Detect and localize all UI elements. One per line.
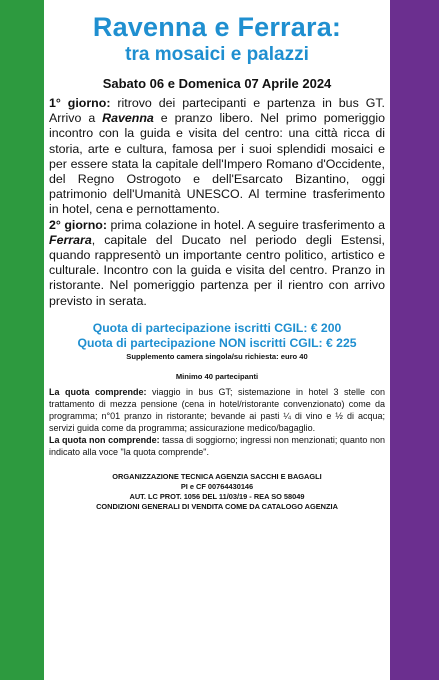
agency-line-4: CONDIZIONI GENERALI DI VENDITA COME DA CATALOGO AGENZIA xyxy=(96,501,338,511)
includes-label: La quota comprende: xyxy=(49,386,147,397)
includes-text: viaggio in bus GT; sistemazione in hotel 3 stelle con trattamento di mezza pensione (cena in hotel/ristorante convenzionato) come da programma; n°01 pranzo in ristorante; bevande ai pasti ¼ di vino e ½ di acqua; servizi guida come da programma; assicurazione medico/bagaglio. xyxy=(49,386,385,433)
page-subtitle: tra mosaici e palazzi xyxy=(125,44,309,65)
single-room-supplement: Supplemento camera singola/su richiesta: euro 40 xyxy=(126,351,308,361)
agency-line-2: PI e CF 00764430146 xyxy=(180,481,254,491)
itinerary-day-2 xyxy=(49,218,385,309)
terms xyxy=(49,386,385,458)
excludes-text: tassa di soggiorno; ingressi non menzionati; quanto non indicato alla voce "la quota comprende". xyxy=(49,434,385,457)
flyer-panel xyxy=(49,0,385,680)
price-members: Quota di partecipazione iscritti CGIL: € 200 xyxy=(92,320,342,335)
price-non-members: Quota di partecipazione NON iscritti CGIL: € 225 xyxy=(77,335,357,350)
day-1-text-a: ritrovo dei partecipanti e partenza in bus GT. Arrivo a xyxy=(49,96,385,126)
trip-dates: Sabato 06 e Domenica 07 Aprile 2024 xyxy=(102,76,332,91)
day-1-label: 1° giorno: xyxy=(49,96,111,110)
day-2-city: Ferrara xyxy=(49,232,92,247)
day-1-city: Ravenna xyxy=(102,111,154,126)
day-2-text-b: , capitale del Ducato nel periodo degli Estensi, quando rappresentò un importante centro politico, artistico e culturale. Incontro con la guida e visita del centro. Pranzo in ristorante. Nel pomeriggio partenza per il rientro con arrivo previsto in serata. xyxy=(49,232,385,308)
agency-line-3: AUT. LC PROT. 1056 DEL 11/03/19 - REA SO 58049 xyxy=(129,491,305,501)
page-title: Ravenna e Ferrara: xyxy=(92,12,342,42)
excludes-paragraph xyxy=(49,434,385,458)
day-1-text-b: e pranzo libero. Nel primo pomeriggio incontro con la guida e visita del centro: una città ricca di storia, arte e cultura, famosa per i suoi splendidi mosaici e per essere stata la capitale dell'Impero Romano d'Occidente, del Regno Ostrogoto e dell'Esarcato Bizantino, oggi patrimonio dell'Umanità UNESCO. Al termine trasferimento in hotel, cena e pernottamento. xyxy=(49,111,385,217)
agency-info xyxy=(49,472,385,512)
prices xyxy=(49,321,385,362)
includes-paragraph xyxy=(49,386,385,434)
minimum-participants: Minimo 40 partecipanti xyxy=(175,371,259,381)
itinerary xyxy=(49,96,385,309)
itinerary-day-1 xyxy=(49,96,385,218)
day-2-text-a: prima colazione in hotel. A seguire trasferimento a xyxy=(107,217,385,232)
excludes-label: La quota non comprende: xyxy=(49,434,160,445)
day-2-label: 2° giorno: xyxy=(49,217,108,232)
agency-line-1: ORGANIZZAZIONE TECNICA AGENZIA SACCHI E BAGAGLI xyxy=(112,471,322,481)
